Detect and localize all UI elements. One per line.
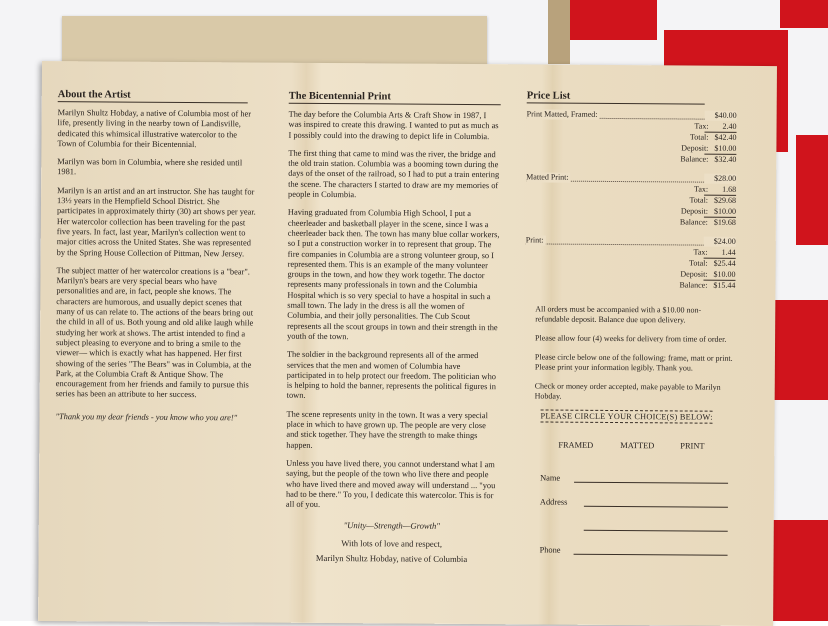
print-paragraph-4: The soldier in the background represents all of the armed services that the men and women of Columbia have participated in to help protect our freedom. The politician who is helping to hold the banner, represents the political figures in town. <box>286 349 497 401</box>
price-print-balance: $15.44 <box>713 280 736 290</box>
price-matted <box>526 172 748 229</box>
price-print-tax: 1.44 <box>704 248 736 259</box>
price-framed-tax: 2.40 <box>705 122 737 133</box>
choice-framed[interactable]: FRAMED <box>558 440 594 450</box>
address-label: Address <box>539 497 568 507</box>
address-line[interactable] <box>584 506 728 508</box>
about-paragraph-2: Marilyn was born in Columbia, where she resided until 1981. <box>57 157 243 177</box>
address-field-2[interactable] <box>540 510 746 535</box>
price-matted-base: $28.00 <box>704 174 736 184</box>
price-framed-head: Print Matted, Framed: <box>526 109 598 119</box>
price-print-tax-label: Tax: <box>693 247 708 257</box>
price-matted-balance-label: Balance: <box>679 217 708 227</box>
about-artist-column <box>55 61 258 431</box>
address-line-2[interactable] <box>584 530 728 532</box>
price-framed-base: $40.00 <box>705 111 737 121</box>
price-print <box>525 235 747 292</box>
bicentennial-print-column <box>285 63 500 566</box>
order-note-circle: Please circle below one of the following: frame, matt or print. Please print your information legibly. Thank you. <box>534 352 733 373</box>
choice-matted[interactable]: MATTED <box>620 441 655 451</box>
print-paragraph-1: The day before the Columbia Arts & Craft Show in 1987, I was inspired to create this drawing. I wanted to put as much as I possibly could into the drawing to depict life in Columbia. <box>288 109 499 141</box>
about-paragraph-4: The subject matter of her watercolor creations is a "bear". Marilyn's bears are very special bears who have personalities and are, in fact, people she knows. The characters are humorous, and usually depict scenes that many of us can relate to. The actions of the bears bring out the child in all of us. Both young and old alike laugh while studying her work at shows. The artist intended to find a subject pleasing to everyone and to bring a smile to the viewer— which is exactly what has happened. Her first showing of the series "The Bears" was in Columbia, at the Park, at the Columbia Craft & Antique Show. The encouragement from her friends and family to pursue this series has been an attribute to her success. <box>55 265 254 400</box>
signature-line-2: Marilyn Shultz Hobday, native of Columbia <box>315 553 468 565</box>
circle-choice-heading: PLEASE CIRCLE YOUR CHOICE(S) BELOW: <box>540 411 713 422</box>
order-note-deposit: All orders must be accompanied with a $10.00 non-refundable deposit. Balance due upon delivery. <box>535 304 702 325</box>
price-framed-tax-label: Tax: <box>694 121 709 131</box>
price-framed-total-label: Total: <box>689 132 709 142</box>
price-print-base: $24.00 <box>704 237 736 247</box>
price-print-deposit: $10.00 <box>703 270 735 281</box>
about-paragraph-3: Marilyn is an artist and an art instructor. She has taught for 13½ years in the Hempfield School District. She participates in approximately thirty (30) art shows per year. Her watercolor collection has been traveling for the past five years. In fact, last year, Marilyn's collection went to major cities across the United States. She was represented by the Spring House Collection of Pittman, New Jersey. <box>56 185 256 258</box>
bicentennial-print-heading: The Bicentennial Print <box>289 91 501 105</box>
price-matted-head: Matted Print: <box>526 172 569 182</box>
price-matted-tax-label: Tax: <box>693 184 709 194</box>
signature-line-1: With lots of love and respect, <box>341 538 443 550</box>
envelope-flap <box>548 0 570 64</box>
price-list-column <box>524 64 749 560</box>
phone-line[interactable] <box>574 554 728 556</box>
price-matted-balance: $19.68 <box>713 217 736 227</box>
price-print-total: $25.44 <box>713 258 736 268</box>
order-note-delivery: Please allow four (4) weeks for delivery from time of order. <box>535 333 727 344</box>
name-label: Name <box>540 473 561 483</box>
price-framed-deposit: $10.00 <box>704 144 736 155</box>
price-print-balance-label: Balance: <box>679 280 708 290</box>
choice-options <box>534 440 746 457</box>
order-note-payment: Check or money order accepted, make payable to Marilyn Hobday. <box>534 381 721 401</box>
name-field[interactable] <box>540 462 746 487</box>
price-framed-total: $42.40 <box>714 132 737 142</box>
print-paragraph-2: The first thing that came to mind was the river, the bridge and the old train station. Columbia was a booming town during the days of the onset of the railroad, so I had to put a train entering the scene. The characters I started to draw are my memories of people in Columbia. <box>288 148 500 200</box>
about-quote: "Thank you my dear friends - you know who you are!" <box>55 411 238 423</box>
name-line[interactable] <box>574 482 728 484</box>
phone-field[interactable] <box>540 534 746 559</box>
address-field[interactable] <box>540 486 746 511</box>
print-paragraph-3: Having graduated from Columbia High School, I put a cheerleader and basketball player in the scene, since I was a cheerleader back then. The town has many blue collar workers, so I put a construction worker in to represent that group. The fire companies in Columbia are a strong volunteer group, so I represented them. This is an example of the many volunteer groups in the town, and how they work togethr. The doctor represents many professionals in town and the Columbia Hospital which is so very special to have a hospital in such a small town. The lady in the dress is all the women of Columbia, and their jolly personalities. The Cub Scout represents all the scout groups in town and their strength in the youth of the town. <box>287 208 500 342</box>
price-matted-deposit-label: Deposit: <box>680 206 708 216</box>
pamphlet <box>38 61 777 626</box>
phone-label: Phone <box>539 545 561 555</box>
about-paragraph-1: Marilyn Shultz Hobday, a native of Columbia most of her life, presently living in the nearby town of Landisville, dedicated this whimsical illustrative watercolor to the Town of Columbia for their Bicentennial. <box>57 108 252 149</box>
price-framed <box>526 109 748 166</box>
print-paragraph-6: Unless you have lived there, you cannot understand what I am saying, but the people of the town who live there and people who have lived there and moved away will understand ... "you had to be there." To you, I dedicate this watercolor. This is for all of you. <box>285 458 496 510</box>
price-print-head: Print: <box>525 235 544 245</box>
price-matted-tax: 1.68 <box>704 185 736 196</box>
price-list-heading: Price List <box>527 90 705 104</box>
price-print-deposit-label: Deposit: <box>680 269 708 279</box>
price-print-total-label: Total: <box>689 258 708 268</box>
about-artist-heading: About the Artist <box>58 89 248 103</box>
price-matted-total-label: Total: <box>689 195 709 205</box>
price-framed-balance: $32.40 <box>714 154 737 164</box>
price-matted-deposit: $10.00 <box>704 207 736 218</box>
motto: "Unity—Strength—Growth" <box>343 520 440 532</box>
print-paragraph-5: The scene represents unity in the town. It was a very special place in which to have grown up. The people are very close and stick together. They have the strength to make things happen. <box>286 409 488 450</box>
price-framed-deposit-label: Deposit: <box>681 143 709 153</box>
price-matted-total: $29.68 <box>714 195 737 205</box>
price-framed-balance-label: Balance: <box>680 154 709 164</box>
choice-print[interactable]: PRINT <box>680 441 705 451</box>
